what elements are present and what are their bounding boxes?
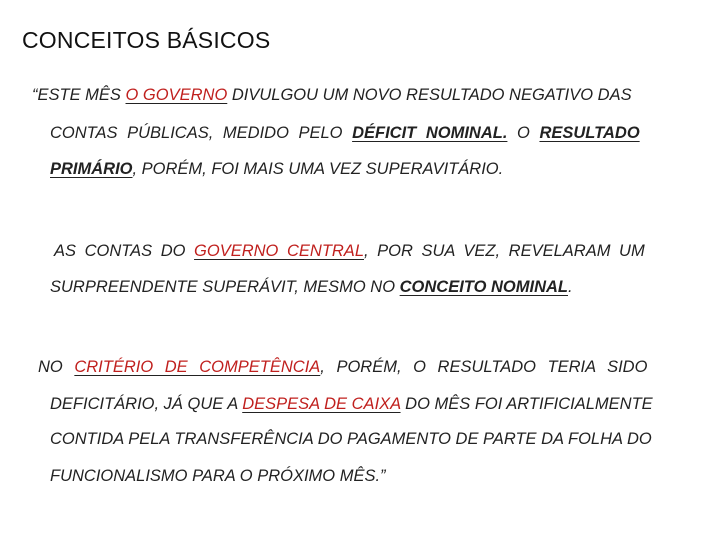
text: . <box>568 278 573 296</box>
paragraph-3-line-3 <box>50 430 652 449</box>
paragraph-2-line-2 <box>50 278 573 297</box>
highlight-criterio-de-competencia: CRITÉRIO DE COMPETÊNCIA <box>74 358 321 376</box>
text: SURPREENDENTE SUPERÁVIT, MESMO NO <box>50 278 400 296</box>
text: DO MÊS FOI ARTIFICIALMENTE <box>400 395 653 413</box>
highlight-resultado: RESULTADO <box>539 124 640 142</box>
highlight-deficit-nominal: DÉFICIT NOMINAL. <box>352 124 508 142</box>
text: , PORÉM, FOI MAIS UMA VEZ SUPERAVITÁRIO. <box>132 160 504 178</box>
highlight-o-governo: O GOVERNO <box>125 86 228 104</box>
text: , POR SUA VEZ, REVELARAM UM <box>364 242 645 260</box>
paragraph-3-line-2 <box>50 395 653 414</box>
text: CONTIDA PELA TRANSFERÊNCIA DO PAGAMENTO DE PARTE DA FOLHA DO <box>50 430 652 448</box>
paragraph-3-line-4 <box>50 467 386 486</box>
paragraph-1-line-1 <box>32 86 656 105</box>
text: CONTAS PÚBLICAS, MEDIDO PELO <box>50 124 353 142</box>
highlight-governo-central: GOVERNO CENTRAL <box>194 242 364 260</box>
highlight-despesa-de-caixa: DESPESA DE CAIXA <box>242 395 401 413</box>
text: FUNCIONALISMO PARA O PRÓXIMO MÊS.” <box>50 467 386 485</box>
paragraph-3-line-1 <box>38 358 656 377</box>
text: , PORÉM, O RESULTADO TERIA SIDO <box>320 358 648 376</box>
text: “ESTE MÊS <box>32 86 126 104</box>
text: AS CONTAS DO <box>54 242 195 260</box>
page-title: CONCEITOS BÁSICOS <box>22 27 271 53</box>
text: NO <box>38 358 75 376</box>
text: O <box>507 124 540 142</box>
text: DEFICITÁRIO, JÁ QUE A <box>50 395 243 413</box>
paragraph-2-line-1 <box>54 242 656 261</box>
paragraph-1-line-3 <box>50 160 503 179</box>
paragraph-1-line-2 <box>50 124 656 143</box>
text: DIVULGOU UM NOVO RESULTADO NEGATIVO DAS <box>227 86 632 104</box>
highlight-conceito-nominal: CONCEITO NOMINAL <box>399 278 568 296</box>
highlight-primario: PRIMÁRIO <box>50 160 133 178</box>
